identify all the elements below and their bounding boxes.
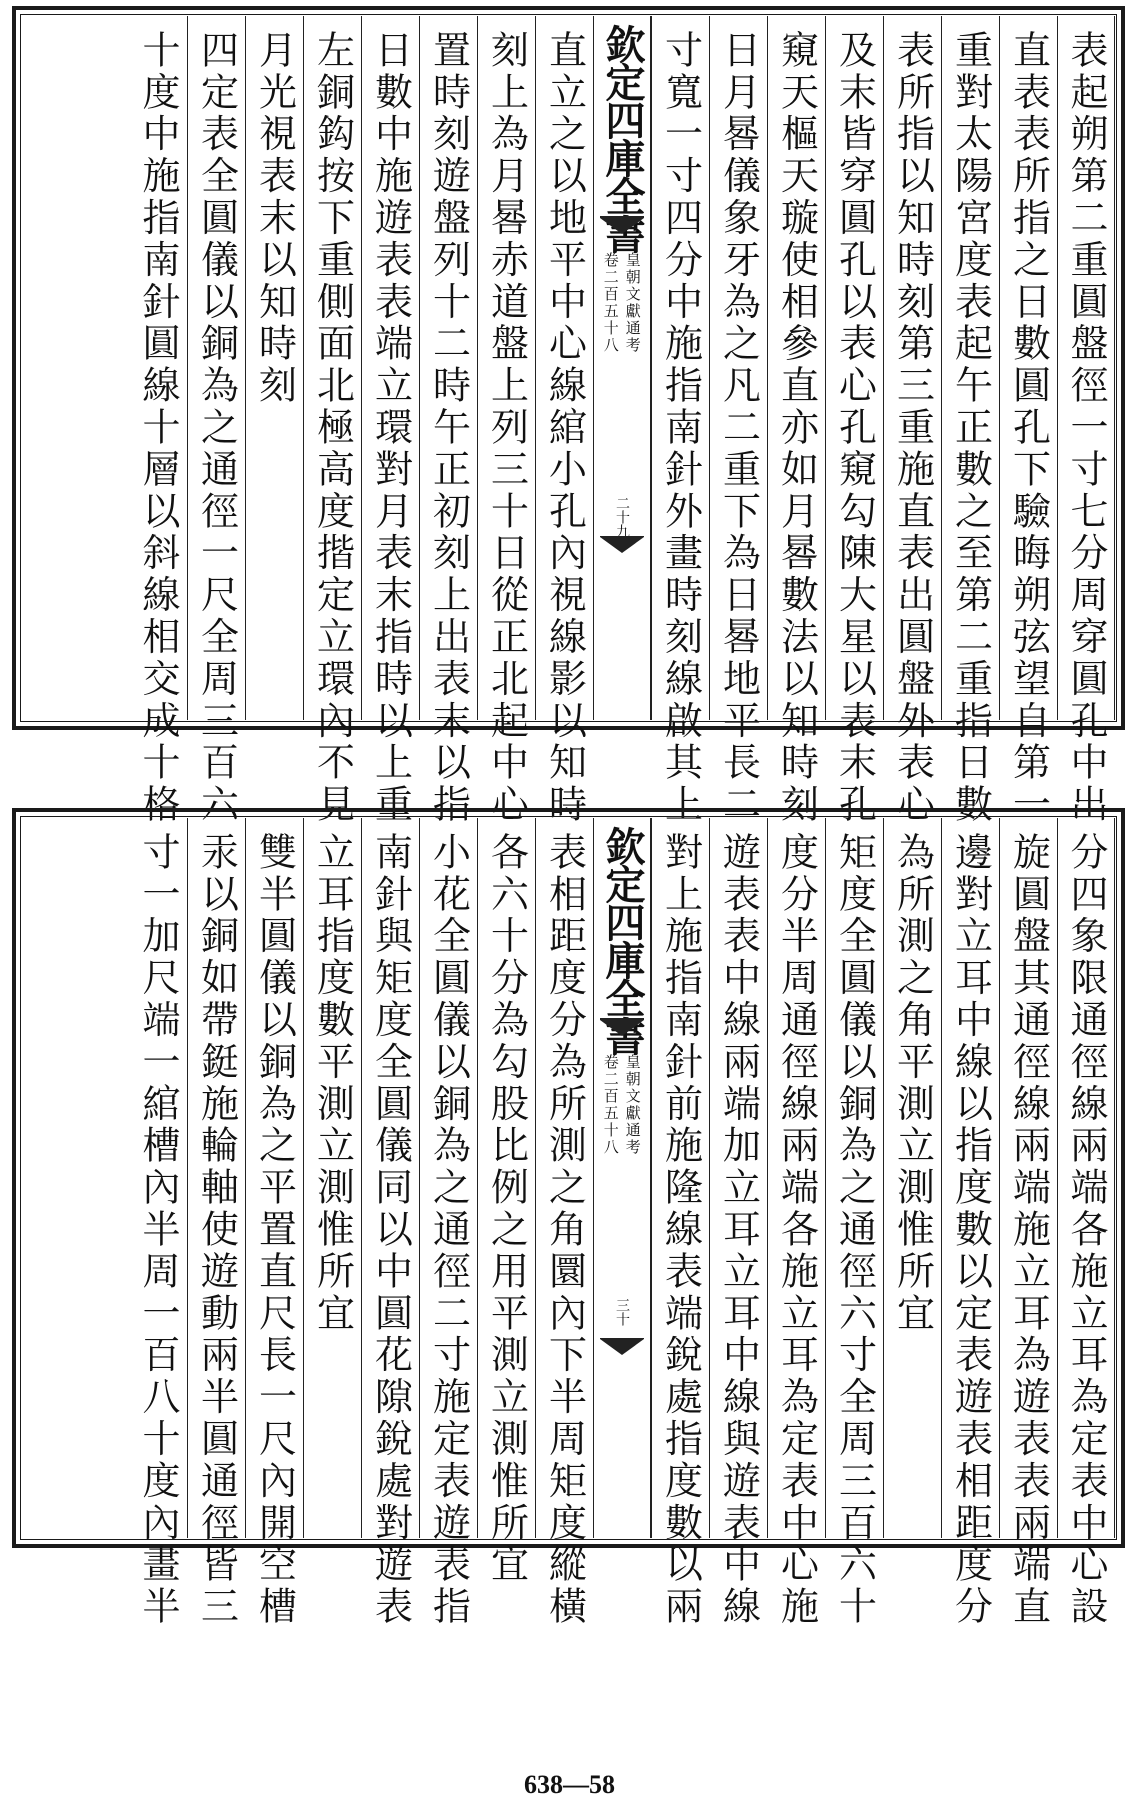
column-text: 寸一加尺端一綰槽內半周一百八十度內畫半 — [136, 832, 180, 1629]
text-column — [419, 16, 477, 827]
column-text: 為所測之角平測立測惟所宜 — [890, 832, 935, 1335]
leaf-number: 二十九 — [614, 496, 630, 538]
column-text: 表所指以知時刻第三重施直表出圓盤外表心 — [890, 30, 935, 827]
text-column — [129, 16, 187, 827]
column-text: 遊表表中線兩端加立耳立耳中線與遊表中線 — [716, 832, 761, 1629]
column-text: 四定表全圓儀以銅為之通徑一尺全周三百六 — [194, 30, 239, 827]
text-column — [883, 818, 941, 1538]
column-text: 日月晷儀象牙為之凡二重下為日晷地平長二 — [716, 30, 761, 827]
center-title-column — [593, 818, 651, 1538]
book-title: 欽定四庫全書 — [599, 826, 646, 1054]
column-text: 南針與矩度全圓儀同以中圓花隙銳處對遊表 — [368, 832, 413, 1629]
text-column — [767, 818, 825, 1629]
text-column — [999, 16, 1057, 827]
text-column — [1057, 818, 1115, 1629]
text-column — [999, 818, 1057, 1629]
book-title: 欽定四庫全書 — [599, 24, 646, 252]
column-text: 矩度全圓儀以銅為之通徑六寸全周三百六十 — [832, 832, 877, 1629]
text-column — [1057, 16, 1115, 827]
text-column — [245, 818, 303, 1629]
column-text: 重對太陽宮度表起午正數之至第二重指日數 — [948, 30, 993, 827]
lower-rule — [600, 1338, 644, 1339]
column-text: 對上施指南針前施隆線表端銳處指度數以兩 — [658, 832, 703, 1629]
column-text: 表起朔第二重圓盤徑一寸七分周穿圓孔中出 — [1064, 30, 1108, 827]
source-label: 卷二百五十八 — [601, 252, 620, 354]
column-text: 汞以銅如帶鋌施輪軸使遊動兩半圓通徑皆三 — [194, 832, 239, 1629]
text-column — [651, 16, 709, 827]
column-text: 日數中施遊表表端立環對月表末指時以上重 — [368, 30, 413, 827]
text-column — [361, 16, 419, 827]
column-text: 度分半周通徑線兩端各施立耳為定表中心施 — [774, 832, 819, 1629]
text-column — [187, 16, 245, 827]
leaf-number: 三十 — [614, 1298, 630, 1326]
text-column — [303, 16, 361, 827]
column-text: 表相距度分為所測之角圜內下半周矩度縱橫 — [542, 832, 587, 1629]
text-column — [941, 818, 999, 1629]
text-column — [245, 16, 303, 720]
column-text: 雙半圓儀以銅為之平置直尺長一尺內開空槽 — [252, 832, 297, 1629]
text-column — [477, 16, 535, 827]
text-column — [129, 818, 187, 1629]
fish-tail-mark — [600, 216, 644, 240]
text-column — [535, 16, 593, 827]
text-column — [419, 818, 477, 1629]
text-column — [535, 818, 593, 1629]
text-column — [361, 818, 419, 1629]
column-text: 小花全圓儀以銅為之通徑二寸施定表遊表指 — [426, 832, 471, 1629]
column-text: 直立之以地平中心線綰小孔內視線影以知時 — [542, 30, 587, 827]
column-text: 邊對立耳中線以指度數以定表遊表相距度分 — [948, 832, 993, 1629]
text-column — [883, 16, 941, 827]
source-label: 卷二百五十八 — [601, 1054, 620, 1156]
column-text: 月光視表末以知時刻 — [252, 30, 297, 408]
text-column — [709, 16, 767, 827]
column-text: 左銅鈎按下重側面北極高度揩定立環內不見 — [310, 30, 355, 827]
column-text: 十度中施指南針圓線十層以斜線相交成十格 — [136, 30, 180, 827]
text-column — [477, 818, 535, 1587]
text-column — [303, 818, 361, 1538]
column-text: 刻上為月晷赤道盤上列三十日從正北起中心 — [484, 30, 529, 827]
page-bottom — [12, 808, 1125, 1629]
page-top — [12, 6, 1125, 827]
column-text: 直表表所指之日數圓孔下驗晦朔弦望自第一 — [1006, 30, 1051, 827]
page-footer-number: 638—58 — [524, 1770, 615, 1799]
text-column — [767, 16, 825, 827]
fish-tail-mark — [600, 1018, 644, 1042]
column-text: 寸寬一寸四分中施指南針外畫時刻線啟其上 — [658, 30, 703, 827]
column-text: 置時刻遊盤列十二時午正初刻上出表末以指 — [426, 30, 471, 827]
text-column — [651, 818, 709, 1629]
text-column — [825, 818, 883, 1629]
source-label: 皇朝文獻通考 — [623, 1054, 642, 1156]
column-text: 分四象限通徑線兩端各施立耳為定表中心設 — [1064, 832, 1108, 1629]
text-column — [187, 818, 245, 1629]
text-column — [941, 16, 999, 827]
lower-rule — [600, 536, 644, 537]
center-title-column — [593, 16, 651, 720]
text-column — [709, 818, 767, 1629]
column-text: 各六十分為勾股比例之用平測立測惟所宜 — [484, 832, 529, 1587]
source-label: 皇朝文獻通考 — [623, 252, 642, 354]
text-column — [825, 16, 883, 827]
column-text: 窺天樞天璇使相參直亦如月晷數法以知時刻 — [774, 30, 819, 827]
column-text: 立耳指度數平測立測惟所宜 — [310, 832, 355, 1335]
column-text: 旋圓盤其通徑線兩端施立耳為遊表表兩端直 — [1006, 832, 1051, 1629]
column-text: 及末皆穿圓孔以表心孔窺勾陳大星以表末孔 — [832, 30, 877, 827]
